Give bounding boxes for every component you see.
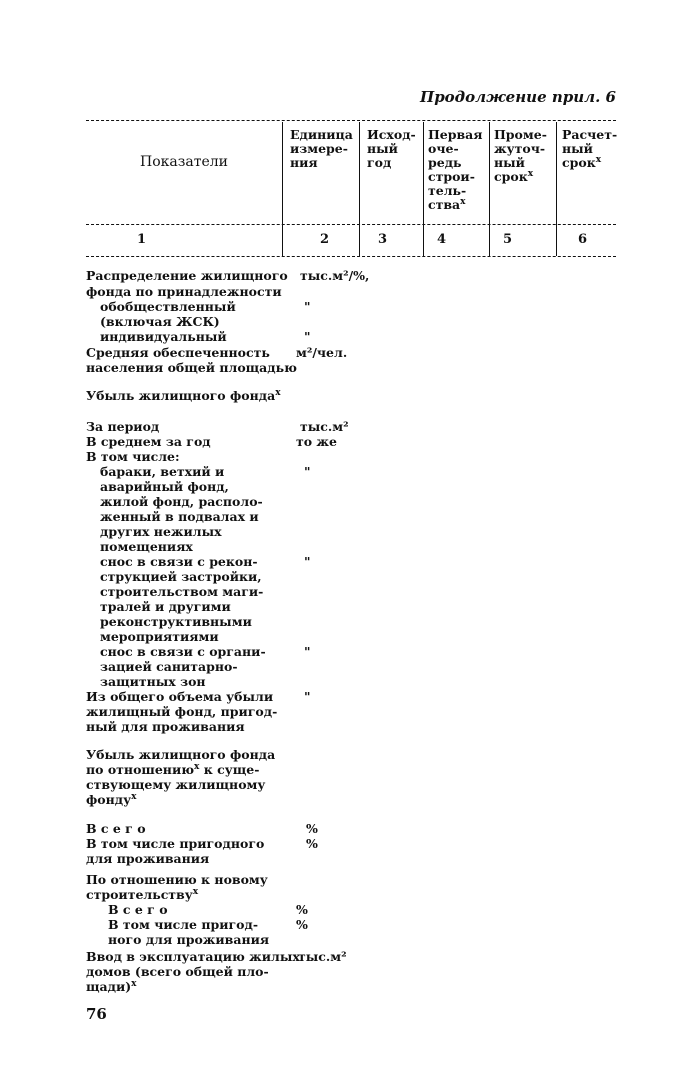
row-text: ного для проживания	[108, 932, 270, 947]
row-text: В том числе пригодного	[86, 836, 265, 851]
row-text: Ввод в эксплуатацию жилых	[86, 949, 300, 964]
row-unit: тыс.м²	[298, 949, 347, 964]
row-unit: то же	[296, 434, 338, 449]
row-text: обобществленный	[100, 299, 236, 314]
footnote-mark: х	[460, 196, 466, 207]
row-label	[86, 821, 146, 836]
row-label	[86, 689, 273, 704]
header-first-stage	[428, 128, 483, 212]
row-text: щади)	[86, 979, 132, 994]
row-unit: "	[304, 554, 311, 569]
row-text: индивидуальный	[100, 329, 227, 344]
row-label	[86, 449, 180, 464]
footnote-mark: х	[527, 168, 534, 179]
row-unit: тыс.м²	[300, 419, 349, 434]
header-interim-term	[494, 128, 547, 184]
header-line: срок$^х$	[562, 154, 602, 170]
col-number-4: 4	[437, 232, 447, 247]
row-text: фонда по принадлежности	[86, 284, 282, 299]
row-text: защитных зон	[100, 674, 206, 689]
header-line: ства$^х$	[428, 196, 466, 212]
header-design-term	[562, 128, 617, 170]
row-text: снос в связи с органи-	[100, 644, 266, 659]
header-line: ный	[562, 141, 593, 156]
col-separator-1	[282, 122, 283, 256]
row-label	[100, 464, 224, 479]
footnote-mark: х	[131, 791, 137, 802]
row-label	[86, 777, 265, 792]
row-unit: м²/чел.	[296, 345, 348, 360]
header-indicators: Показатели	[140, 154, 228, 170]
row-label	[86, 419, 159, 434]
header-line: строи-	[428, 169, 475, 184]
row-label	[100, 494, 263, 509]
row-label	[100, 599, 231, 614]
row-label	[86, 284, 282, 299]
table-bottom-rule	[86, 256, 616, 257]
row-label	[100, 314, 220, 329]
row-unit: "	[304, 299, 311, 314]
header-line: Проме-	[494, 127, 547, 142]
header-line: Единица	[290, 127, 353, 142]
row-label	[86, 268, 288, 283]
col-number-2: 2	[320, 232, 330, 247]
footnote-mark: х	[131, 978, 137, 989]
col-separator-2	[359, 122, 360, 256]
row-text: по отношению	[86, 762, 195, 777]
col-separator-5	[556, 122, 557, 256]
row-text: Из общего объема убыли	[86, 689, 274, 704]
header-line: жуточ-	[494, 141, 546, 156]
header-line: оче-	[428, 141, 459, 156]
row-label	[108, 917, 258, 932]
header-line: ния	[290, 155, 318, 170]
row-label	[86, 360, 297, 375]
row-text: фонду	[86, 792, 132, 807]
row-unit: "	[304, 464, 311, 479]
row-label	[86, 792, 136, 807]
row-text: В том числе пригод-	[108, 917, 259, 932]
row-text: Средняя обеспеченность	[86, 345, 270, 360]
row-label	[86, 434, 211, 449]
header-line: ный	[367, 141, 398, 156]
row-text: строительству	[86, 887, 193, 902]
col-separator-3	[423, 122, 424, 256]
row-text: По отношению к новому	[86, 872, 268, 887]
row-text: для проживания	[86, 851, 210, 866]
row-text: В том числе:	[86, 449, 180, 464]
col-number-3: 3	[378, 232, 388, 247]
row-unit: %	[306, 836, 318, 851]
row-unit: %	[296, 917, 308, 932]
header-line: редь	[428, 155, 462, 170]
page-number: 76	[86, 1005, 107, 1023]
row-label	[108, 932, 269, 947]
row-text: аварийный фонд,	[100, 479, 229, 494]
row-text: В с е г о	[108, 902, 168, 917]
row-label	[100, 554, 258, 569]
col-number-5: 5	[503, 232, 513, 247]
row-label	[100, 509, 259, 524]
row-unit: "	[304, 329, 311, 344]
row-text: За период	[86, 419, 160, 434]
row-text: струкцией застройки,	[100, 569, 262, 584]
row-text: мероприятиями	[100, 629, 219, 644]
row-text: Убыль жилищного фонда	[86, 388, 276, 403]
row-label	[100, 524, 222, 539]
row-text: В с е г о	[86, 821, 146, 836]
row-text: строительством маги-	[100, 584, 264, 599]
col-number-1: 1	[137, 232, 147, 247]
row-text: населения общей площадью	[86, 360, 297, 375]
header-line: Первая	[428, 127, 483, 142]
table-header-rule	[86, 224, 616, 225]
row-text: снос в связи с рекон-	[100, 554, 258, 569]
row-text: ствующему жилищному	[86, 777, 266, 792]
row-text: помещениях	[100, 539, 193, 554]
row-text: тралей и другими	[100, 599, 231, 614]
row-unit: %	[296, 902, 308, 917]
row-label	[100, 614, 252, 629]
row-label	[100, 329, 227, 344]
row-label	[100, 629, 219, 644]
row-label	[86, 836, 264, 851]
row-label	[86, 747, 275, 762]
row-text: реконструктивными	[100, 614, 252, 629]
row-label	[100, 584, 263, 599]
row-label	[86, 719, 245, 734]
row-label	[86, 388, 281, 403]
header-line: Исход-	[367, 127, 416, 142]
row-text: зацией санитарно-	[100, 659, 238, 674]
row-text: жилищный фонд, пригод-	[86, 704, 278, 719]
row-text: жилой фонд, располо-	[100, 494, 263, 509]
row-unit: тыс.м²/%,	[300, 268, 370, 283]
row-text: В среднем за год	[86, 434, 211, 449]
col-separator-4	[489, 122, 490, 256]
row-text: женный в подвалах и	[100, 509, 259, 524]
row-label	[100, 479, 229, 494]
footnote-mark: х	[192, 886, 199, 897]
footnote-mark: х	[275, 387, 281, 398]
row-unit: "	[304, 644, 311, 659]
footnote-mark: х	[194, 761, 200, 772]
row-label	[86, 979, 137, 994]
header-line: срок$^х$	[494, 168, 534, 184]
row-label	[86, 949, 300, 964]
row-label	[86, 887, 198, 902]
footnote-mark: х	[595, 154, 602, 165]
row-unit: %	[306, 821, 318, 836]
row-text-tail: к суще-	[199, 762, 260, 777]
row-label	[100, 659, 238, 674]
row-text: домов (всего общей пло-	[86, 964, 269, 979]
header-line: ный	[494, 155, 525, 170]
row-label	[86, 345, 270, 360]
table-top-rule	[86, 120, 616, 121]
row-label	[100, 569, 262, 584]
row-unit: "	[304, 689, 311, 704]
continuation-label: Продолжение прил. 6	[420, 88, 616, 106]
header-line: тель-	[428, 183, 467, 198]
header-unit	[290, 128, 353, 170]
row-label	[86, 704, 277, 719]
row-label	[86, 872, 268, 887]
row-text: (включая ЖСК)	[100, 314, 220, 329]
row-text: Распределение жилищного	[86, 268, 288, 283]
row-label	[100, 644, 266, 659]
row-label	[100, 299, 236, 314]
row-label	[108, 902, 168, 917]
row-label	[100, 674, 206, 689]
row-text: бараки, ветхий и	[100, 464, 225, 479]
row-label	[100, 539, 193, 554]
row-text: ный для проживания	[86, 719, 245, 734]
row-text: Убыль жилищного фонда	[86, 747, 276, 762]
header-line: измере-	[290, 141, 348, 156]
row-text: других нежилых	[100, 524, 222, 539]
row-label	[86, 964, 269, 979]
col-number-6: 6	[578, 232, 588, 247]
header-line: год	[367, 155, 392, 170]
row-label	[86, 851, 209, 866]
header-line: Расчет-	[562, 127, 618, 142]
header-base-year	[367, 128, 416, 170]
row-label	[86, 762, 259, 777]
